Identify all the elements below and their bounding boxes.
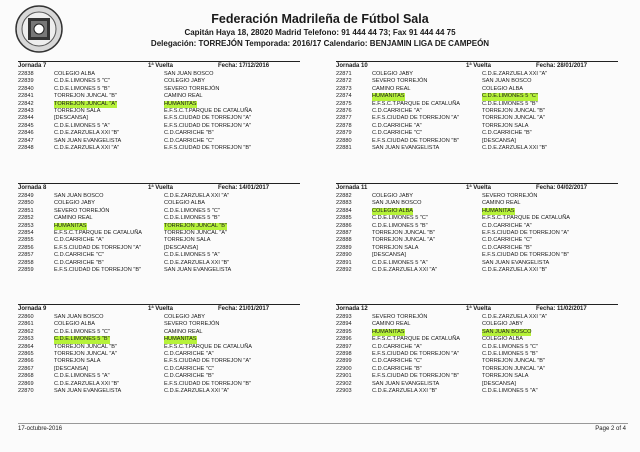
match-away-team: C.D.E.LIMONES 5 "B" — [164, 215, 220, 222]
match-row — [18, 86, 300, 93]
match-home-team: C.D.E.LIMONES 5 "A" — [372, 259, 428, 266]
match-row — [18, 215, 300, 222]
match-home-team: TORREJON SALA — [372, 244, 419, 251]
match-home-team: SAN JUAN EVANGELISTA — [372, 144, 440, 151]
match-away-team: C.D.E.ZARZUELA XXI "B" — [482, 144, 548, 151]
match-row — [18, 252, 300, 259]
match-away-team: C.D.E.LIMONES 5 "B" — [482, 100, 538, 107]
match-number: 22879 — [336, 130, 352, 137]
match-row — [18, 108, 300, 115]
jornada-fecha: Fecha: 17/12/2016 — [218, 63, 270, 69]
match-home-team: E.F.S.CIUDAD DE TORREJON "A" — [372, 350, 460, 357]
match-away-team: C.D.E.ZARZUELA XXI "A" — [482, 314, 548, 320]
match-away-team: E.F.S.CIUDAD DE TORREJON "A" — [164, 122, 252, 129]
match-away-team: COLEGIO JABY — [164, 314, 206, 320]
jornada-vuelta: 1ª Vuelta — [466, 185, 492, 191]
match-number: 22845 — [18, 122, 34, 129]
match-away-team: SEVERO TORREJÓN — [482, 193, 538, 199]
match-away-team: C.D.CARRICHE "A" — [164, 350, 214, 357]
match-away-team: E.F.S.C.T.PARQUE DE CATALUÑA — [164, 107, 252, 114]
match-row — [18, 373, 300, 380]
match-away-team: TORREJON JUNCAL "A" — [482, 365, 546, 372]
match-home-team: SAN JUAN EVANGELISTA — [54, 387, 122, 394]
match-row — [336, 344, 618, 351]
match-number: 22893 — [336, 314, 352, 320]
match-row — [18, 351, 300, 358]
match-away-team: C.D.E.ZARZUELA XXI "A" — [164, 387, 230, 394]
match-number: 22840 — [18, 85, 34, 92]
match-away-team: HUMANITAS — [164, 100, 197, 107]
match-number: 22842 — [18, 100, 34, 107]
match-away-team: TORREJON SALA — [482, 122, 529, 129]
match-away-team: C.D.E.ZARZUELA XXI "A" — [164, 193, 230, 199]
jornada-jornada: Jornada 12 — [336, 306, 368, 312]
schedule-block — [336, 61, 618, 152]
match-row — [336, 78, 618, 85]
match-number: 22898 — [336, 350, 352, 357]
match-number: 22843 — [18, 107, 34, 114]
match-row — [18, 71, 300, 78]
jornada-jornada: Jornada 7 — [18, 63, 47, 69]
match-row — [18, 267, 300, 274]
match-number: 22860 — [18, 314, 34, 320]
match-away-team: SEVERO TORREJÓN — [164, 321, 220, 328]
match-number: 22877 — [336, 115, 352, 122]
match-number: 22878 — [336, 122, 352, 129]
match-number: 22889 — [336, 244, 352, 251]
match-row — [336, 252, 618, 259]
match-away-team: CAMINO REAL — [164, 93, 203, 100]
match-number: 22891 — [336, 259, 352, 266]
match-number: 22894 — [336, 321, 352, 328]
match-away-team: C.D.E.LIMONES 5 "C" — [482, 343, 538, 350]
match-row — [336, 101, 618, 108]
footer-page: Page 2 of 4 — [595, 426, 626, 432]
match-home-team: C.D.E.ZARZUELA XXI "B" — [54, 130, 120, 137]
match-number: 22902 — [336, 380, 352, 387]
match-row — [18, 381, 300, 388]
match-row — [336, 123, 618, 130]
match-away-team: E.F.S.CIUDAD DE TORREJON "A" — [482, 229, 570, 236]
match-away-team: SAN JUAN BOSCO — [164, 71, 214, 77]
match-number: 22865 — [18, 350, 34, 357]
match-home-team: SAN JUAN BOSCO — [54, 193, 104, 199]
jornada-fecha: Fecha: 11/02/2017 — [536, 306, 587, 312]
jornada-vuelta: 1ª Vuelta — [148, 306, 174, 312]
match-home-team: C.D.E.LIMONES 5 "C" — [54, 328, 110, 335]
jornada-fecha: Fecha: 28/01/2017 — [536, 63, 588, 69]
match-row — [18, 366, 300, 373]
match-number: 22853 — [18, 222, 34, 229]
match-number: 22882 — [336, 193, 352, 199]
match-row — [336, 208, 618, 215]
match-home-team: SAN JUAN BOSCO — [54, 314, 104, 320]
match-away-team: C.D.E.ZARZUELA XXI "B" — [482, 266, 548, 273]
match-home-team: TORREJON SALA — [54, 358, 101, 365]
match-row — [336, 230, 618, 237]
match-home-team: HUMANITAS — [372, 328, 405, 335]
match-home-team: COLEGIO ALBA — [372, 207, 414, 214]
match-home-team: E.F.S.C.T.PARQUE DE CATALUÑA — [372, 336, 460, 343]
match-away-team: TORREJON JUNCAL "A" — [164, 229, 228, 236]
match-home-team: CAMINO REAL — [54, 215, 93, 222]
match-away-team: CAMINO REAL — [482, 200, 521, 207]
jornada-vuelta: 1ª Vuelta — [466, 306, 492, 312]
match-number: 22887 — [336, 229, 352, 236]
match-row — [18, 138, 300, 145]
match-number: 22838 — [18, 71, 34, 77]
match-away-team: HUMANITAS — [482, 207, 515, 214]
schedule-block — [336, 304, 618, 395]
match-home-team: TORREJON JUNCAL "A" — [372, 237, 436, 244]
match-row — [18, 237, 300, 244]
match-home-team: [DESCANSA] — [372, 252, 406, 259]
match-row — [18, 78, 300, 85]
match-home-team: C.D.E.LIMONES 5 "A" — [54, 373, 110, 380]
match-home-team: C.D.E.LIMONES 5 "A" — [54, 122, 110, 129]
match-row — [336, 373, 618, 380]
match-row — [18, 115, 300, 122]
match-row — [336, 130, 618, 137]
footer-date: 17-octubre-2016 — [18, 426, 63, 432]
schedule-block — [18, 61, 300, 152]
match-away-team: COLEGIO JABY — [482, 321, 524, 328]
match-home-team: CAMINO REAL — [372, 321, 411, 328]
match-number: 22884 — [336, 207, 352, 214]
match-row — [18, 193, 300, 200]
match-row — [336, 321, 618, 328]
match-away-team: [DESCANSA] — [482, 137, 516, 144]
match-number: 22890 — [336, 252, 352, 259]
match-number: 22839 — [18, 78, 34, 85]
match-home-team: TORREJON JUNCAL "B" — [54, 93, 118, 100]
jornada-jornada: Jornada 8 — [18, 185, 47, 191]
match-number: 22885 — [336, 215, 352, 222]
match-number: 22869 — [18, 380, 34, 387]
match-home-team: TORREJON JUNCAL "A" — [54, 350, 118, 357]
match-home-team: C.D.CARRICHE "C" — [54, 252, 104, 259]
match-number: 22859 — [18, 266, 34, 273]
match-number: 22851 — [18, 207, 34, 214]
match-number: 22854 — [18, 229, 34, 236]
match-number: 22903 — [336, 387, 352, 394]
match-home-team: HUMANITAS — [372, 93, 405, 100]
match-number: 22870 — [18, 387, 34, 394]
match-number: 22846 — [18, 130, 34, 137]
match-number: 22850 — [18, 200, 34, 207]
match-away-team: C.D.E.LIMONES 5 "C" — [482, 93, 538, 100]
match-home-team: E.F.S.CIUDAD DE TORREJON "A" — [372, 115, 460, 122]
match-number: 22874 — [336, 93, 352, 100]
match-home-team: SEVERO TORREJÓN — [372, 314, 428, 320]
match-row — [336, 314, 618, 321]
match-home-team: C.D.E.ZARZUELA XXI "A" — [54, 144, 120, 151]
match-number: 22856 — [18, 244, 34, 251]
match-row — [336, 237, 618, 244]
match-row — [336, 381, 618, 388]
match-away-team: C.D.CARRICHE "C" — [482, 237, 532, 244]
match-away-team: COLEGIO JABY — [164, 78, 206, 85]
match-row — [18, 230, 300, 237]
match-away-team: E.F.S.CIUDAD DE TORREJON "B" — [164, 380, 252, 387]
match-away-team: [DESCANSA] — [482, 380, 516, 387]
match-number: 22899 — [336, 358, 352, 365]
match-row — [336, 138, 618, 145]
match-home-team: E.F.S.C.T.PARQUE DE CATALUÑA — [372, 100, 460, 107]
match-row — [336, 86, 618, 93]
match-away-team: TORREJON JUNCAL "B" — [164, 222, 228, 229]
match-number: 22867 — [18, 365, 34, 372]
match-away-team: C.D.E.LIMONES 5 "A" — [482, 387, 538, 394]
match-number: 22863 — [18, 336, 34, 343]
match-number: 22897 — [336, 343, 352, 350]
match-row — [336, 351, 618, 358]
match-number: 22881 — [336, 144, 352, 151]
match-home-team: SEVERO TORREJÓN — [54, 207, 110, 214]
match-home-team: C.D.CARRICHE "A" — [372, 343, 422, 350]
match-home-team: HUMANITAS — [54, 222, 87, 229]
match-row — [336, 245, 618, 252]
schedule-block — [18, 304, 300, 395]
match-home-team: C.D.CARRICHE "A" — [372, 107, 422, 114]
match-away-team: SAN JUAN EVANGELISTA — [164, 266, 232, 273]
match-number: 22896 — [336, 336, 352, 343]
match-number: 22875 — [336, 100, 352, 107]
match-away-team: HUMANITAS — [164, 336, 197, 343]
match-row — [18, 101, 300, 108]
jornada-fecha: Fecha: 14/01/2017 — [218, 185, 270, 191]
match-away-team: C.D.CARRICHE "A" — [482, 222, 532, 229]
match-row — [18, 260, 300, 267]
match-away-team: E.F.S.CIUDAD DE TORREJON "A" — [164, 115, 252, 122]
jornada-vuelta: 1ª Vuelta — [148, 63, 174, 69]
match-row — [336, 267, 618, 274]
match-row — [18, 344, 300, 351]
match-number: 22883 — [336, 200, 352, 207]
match-row — [18, 329, 300, 336]
match-row — [18, 130, 300, 137]
match-number: 22868 — [18, 373, 34, 380]
jornada-jornada: Jornada 10 — [336, 63, 368, 69]
jornada-vuelta: 1ª Vuelta — [148, 185, 174, 191]
match-home-team: E.F.S.CIUDAD DE TORREJON "A" — [54, 244, 142, 251]
match-away-team: TORREJON SALA — [164, 237, 211, 244]
match-number: 22886 — [336, 222, 352, 229]
match-row — [18, 314, 300, 321]
match-away-team: C.D.E.LIMONES 5 "C" — [164, 207, 220, 214]
match-row — [336, 366, 618, 373]
delegation-line: Delegación: TORREJÓN Temporada: 2016/17 Calendario: BENJAMIN LIGA DE CAMPEÓN — [150, 39, 490, 48]
schedule-block — [336, 183, 618, 274]
match-away-team: TORREJON JUNCAL "A" — [482, 115, 546, 122]
match-home-team: TORREJON SALA — [54, 107, 101, 114]
match-away-team: C.D.E.ZARZUELA XXI "A" — [482, 71, 548, 77]
match-home-team: [DESCANSA] — [54, 365, 88, 372]
jornada-header — [18, 304, 300, 314]
jornada-header — [18, 183, 300, 193]
jornada-header — [336, 183, 618, 193]
match-home-team: [DESCANSA] — [54, 115, 88, 122]
match-away-team: SEVERO TORREJÓN — [164, 85, 220, 92]
match-row — [18, 336, 300, 343]
match-number: 22880 — [336, 137, 352, 144]
match-row — [18, 223, 300, 230]
match-number: 22862 — [18, 328, 34, 335]
match-away-team: E.F.S.C.T.PARQUE DE CATALUÑA — [164, 343, 252, 350]
match-home-team: E.F.S.C.T.PARQUE DE CATALUÑA — [54, 229, 142, 236]
match-home-team: SAN JUAN EVANGELISTA — [372, 380, 440, 387]
match-away-team: CAMINO REAL — [164, 328, 203, 335]
match-home-team: C.D.CARRICHE "B" — [54, 259, 104, 266]
match-number: 22888 — [336, 237, 352, 244]
match-home-team: C.D.CARRICHE "C" — [372, 358, 422, 365]
match-away-team: C.D.CARRICHE "B" — [164, 130, 214, 137]
match-home-team: SAN JUAN BOSCO — [372, 200, 422, 207]
match-number: 22864 — [18, 343, 34, 350]
match-away-team: COLEGIO ALBA — [482, 85, 524, 92]
match-home-team: CAMINO REAL — [372, 85, 411, 92]
match-away-team: C.D.E.LIMONES 5 "A" — [164, 252, 220, 259]
match-home-team: COLEGIO ALBA — [54, 321, 96, 328]
match-home-team: C.D.E.LIMONES 5 "B" — [372, 222, 428, 229]
match-away-team: E.F.S.CIUDAD DE TORREJON "B" — [164, 144, 252, 151]
match-home-team: C.D.E.ZARZUELA XXI "A" — [372, 266, 438, 273]
match-home-team: E.F.S.CIUDAD DE TORREJON "B" — [372, 137, 460, 144]
match-home-team: COLEGIO JABY — [54, 200, 96, 207]
jornada-header — [336, 61, 618, 71]
match-away-team: E.F.S.C.T.PARQUE DE CATALUÑA — [482, 215, 570, 222]
match-away-team: C.D.CARRICHE "B" — [164, 373, 214, 380]
match-away-team: SAN JUAN BOSCO — [482, 78, 532, 85]
match-row — [336, 336, 618, 343]
match-number: 22872 — [336, 78, 352, 85]
match-away-team: SAN JUAN EVANGELISTA — [482, 259, 550, 266]
match-away-team: C.D.E.LIMONES 5 "B" — [482, 350, 538, 357]
match-home-team: C.D.E.ZARZUELA XXI "B" — [54, 380, 120, 387]
match-row — [336, 108, 618, 115]
match-row — [18, 245, 300, 252]
match-away-team: TORREJON JUNCAL "B" — [482, 107, 546, 114]
match-home-team: C.D.CARRICHE "C" — [372, 130, 422, 137]
match-row — [18, 93, 300, 100]
match-away-team: [DESCANSA] — [164, 244, 198, 251]
match-number: 22852 — [18, 215, 34, 222]
match-number: 22849 — [18, 193, 34, 199]
jornada-header — [18, 61, 300, 71]
match-row — [18, 358, 300, 365]
match-row — [336, 93, 618, 100]
match-home-team: C.D.E.LIMONES 5 "C" — [54, 78, 110, 85]
match-row — [336, 193, 618, 200]
match-away-team: E.F.S.CIUDAD DE TORREJON "A" — [164, 358, 252, 365]
match-row — [18, 123, 300, 130]
match-home-team: C.D.E.ZARZUELA XXI "B" — [372, 387, 438, 394]
match-away-team: COLEGIO ALBA — [482, 336, 524, 343]
jornada-jornada: Jornada 11 — [336, 185, 368, 191]
match-row — [336, 358, 618, 365]
match-away-team: C.D.CARRICHE "C" — [164, 365, 214, 372]
match-away-team: TORREJON SALA — [482, 373, 529, 380]
match-row — [18, 145, 300, 152]
match-number: 22861 — [18, 321, 34, 328]
match-row — [336, 388, 618, 395]
match-away-team: TORREJON JUNCAL "B" — [482, 358, 546, 365]
match-row — [336, 115, 618, 122]
match-home-team: E.F.S.CIUDAD DE TORREJON "B" — [54, 266, 142, 273]
match-number: 22892 — [336, 266, 352, 273]
match-home-team: TORREJON JUNCAL "B" — [372, 229, 436, 236]
schedule-block — [18, 183, 300, 274]
match-number: 22841 — [18, 93, 34, 100]
match-number: 22876 — [336, 107, 352, 114]
match-home-team: C.D.CARRICHE "B" — [372, 365, 422, 372]
match-away-team: C.D.CARRICHE "C" — [164, 137, 214, 144]
match-row — [336, 145, 618, 152]
jornada-vuelta: 1ª Vuelta — [466, 63, 492, 69]
match-home-team: C.D.CARRICHE "A" — [372, 122, 422, 129]
jornada-fecha: Fecha: 04/02/2017 — [536, 185, 588, 191]
match-away-team: C.D.CARRICHE "B" — [482, 130, 532, 137]
contact-line: Capitán Haya 18, 28020 Madrid Telefono: 91 444 44 73; Fax 91 444 44 75 — [184, 28, 456, 37]
match-number: 22895 — [336, 328, 352, 335]
match-home-team: TORREJON JUNCAL "B" — [54, 343, 118, 350]
jornada-jornada: Jornada 9 — [18, 306, 47, 312]
match-away-team: E.F.S.CIUDAD DE TORREJON "B" — [482, 252, 570, 259]
match-away-team: COLEGIO ALBA — [164, 200, 206, 207]
match-home-team: COLEGIO ALBA — [54, 71, 96, 77]
match-home-team: C.D.E.LIMONES 5 "B" — [54, 336, 110, 343]
match-number: 22866 — [18, 358, 34, 365]
match-row — [18, 208, 300, 215]
match-row — [336, 200, 618, 207]
match-number: 22844 — [18, 115, 34, 122]
match-number: 22848 — [18, 144, 34, 151]
match-row — [18, 200, 300, 207]
match-home-team: COLEGIO JABY — [372, 71, 414, 77]
match-number: 22847 — [18, 137, 34, 144]
match-home-team: SAN JUAN EVANGELISTA — [54, 137, 122, 144]
match-away-team: C.D.CARRICHE "B" — [482, 244, 532, 251]
match-home-team: C.D.E.LIMONES 5 "C" — [372, 215, 428, 222]
match-number: 22901 — [336, 373, 352, 380]
match-home-team: C.D.CARRICHE "A" — [54, 237, 104, 244]
page-title: Federación Madrileña de Fútbol Sala — [211, 12, 429, 26]
match-number: 22873 — [336, 85, 352, 92]
match-row — [18, 321, 300, 328]
match-number: 22857 — [18, 252, 34, 259]
match-row — [336, 223, 618, 230]
jornada-header — [336, 304, 618, 314]
match-row — [18, 388, 300, 395]
match-number: 22871 — [336, 71, 352, 77]
match-home-team: C.D.E.LIMONES 5 "B" — [54, 85, 110, 92]
match-number: 22855 — [18, 237, 34, 244]
match-home-team: TORREJON JUNCAL "A" — [54, 100, 118, 107]
jornada-fecha: Fecha: 21/01/2017 — [218, 306, 270, 312]
match-number: 22858 — [18, 259, 34, 266]
match-row — [336, 215, 618, 222]
match-number: 22900 — [336, 365, 352, 372]
match-home-team: COLEGIO JABY — [372, 193, 414, 199]
footer-divider — [18, 423, 628, 424]
match-row — [336, 260, 618, 267]
match-home-team: SEVERO TORREJÓN — [372, 78, 428, 85]
match-away-team: SAN JUAN BOSCO — [482, 328, 532, 335]
match-home-team: E.F.S.CIUDAD DE TORREJON "B" — [372, 373, 460, 380]
match-away-team: C.D.E.ZARZUELA XXI "B" — [164, 259, 230, 266]
